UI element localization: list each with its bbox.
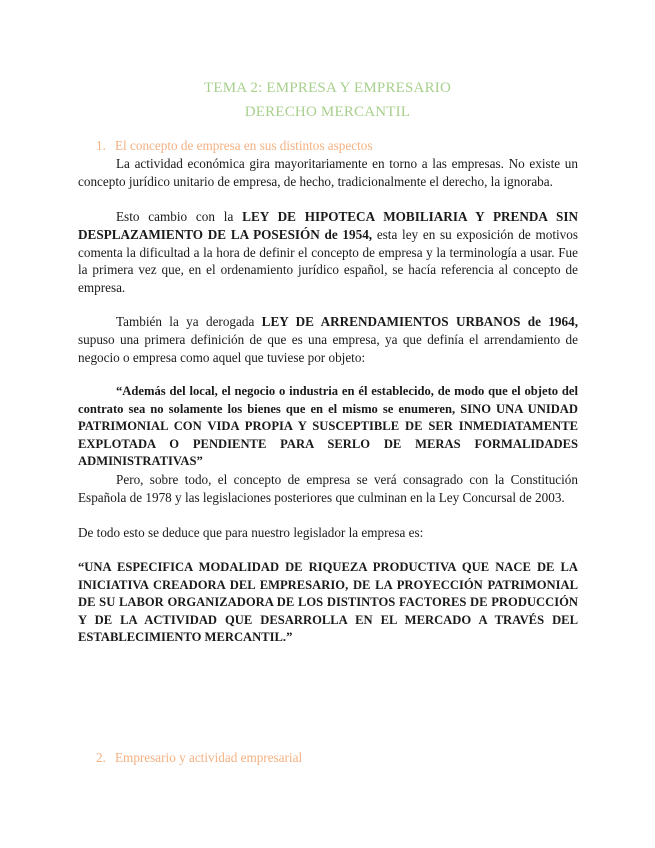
law-reference: LEY DE HIPOTECA MOBILIARIA Y PRENDA SIN DESPLAZAMIENTO DE LA POSESIÓN de 1954, [78, 209, 578, 242]
paragraph-text: Esto cambio con la [116, 209, 243, 224]
section-heading-text: Empresario y actividad empresarial [115, 750, 303, 765]
quote-arrendamientos: “Además del local, el negocio o industria en él establecido, de modo que el objeto del contrato sea no solamente los bienes que en el mismo se enumeren, SINO UNA UNIDAD PATRIMONIAL CON VIDA PROPIA Y SUSCEPTIBLE DE SER INMEDIATAMENTE EXPLOTADA O PENDIENTE PARA SERLO DE MERAS FORMALIDADES ADMINISTRATIVAS” [78, 384, 578, 469]
document-subtitle: DERECHO MERCANTIL [244, 104, 411, 120]
quote-definicion-empresa: “UNA ESPECIFICA MODALIDAD DE RIQUEZA PRODUCTIVA QUE NACE DE LA INICIATIVA CREADORA DEL EMPRESARIO, DE LA PROYECCIÓN PATRIMONIAL DE SU LABOR ORGANIZADORA DE LOS DISTINTOS FACTORES DE PRODUCCIÓN Y DE LA ACTIVIDAD QUE DESARROLLA EN EL MERCADO A TRAVÉS DEL ESTABLECIMIENTO MERCANTIL.” [78, 560, 578, 645]
paragraph-text: supuso una primera definición de que es una empresa, ya que definía el arrendamiento de negocio o empresa como aquel que tuviese por objeto: [78, 331, 578, 365]
section-heading-text: El concepto de empresa en sus distintos aspectos [115, 138, 373, 153]
section-heading-1 [96, 138, 372, 154]
paragraph-deduccion: De todo esto se deduce que para nuestro legislador la empresa es: [78, 525, 424, 540]
section-number: 2. [96, 750, 106, 765]
document-title: TEMA 2: EMPRESA Y EMPRESARIO [203, 80, 452, 96]
paragraph-ley-arrendamientos [78, 313, 578, 366]
paragraph-text: esta ley en su exposición de motivos comenta la dificultad a la hora de definir el concepto de empresa y la terminología a usar. Fue la primera vez que, en el ordenamiento jurídico español, se hacía referencia al concepto de empresa. [78, 226, 578, 296]
paragraph-constitucion: Pero, sobre todo, el concepto de empresa se verá consagrado con la Constitución Española de 1978 y las legislaciones posteriores que culminan en la Ley Concursal de 2003. [78, 472, 578, 505]
paragraph-intro: La actividad económica gira mayoritariamente en torno a las empresas. No existe un concepto jurídico unitario de empresa, de hecho, tradicionalmente el derecho, la ignoraba. [78, 156, 578, 189]
paragraph-text: También la ya derogada [116, 314, 262, 329]
law-reference: LEY DE ARRENDAMIENTOS URBANOS de 1964, [261, 314, 578, 329]
section-number: 1. [96, 138, 106, 153]
paragraph-ley-hipoteca [78, 208, 578, 297]
section-heading-2 [96, 750, 302, 766]
